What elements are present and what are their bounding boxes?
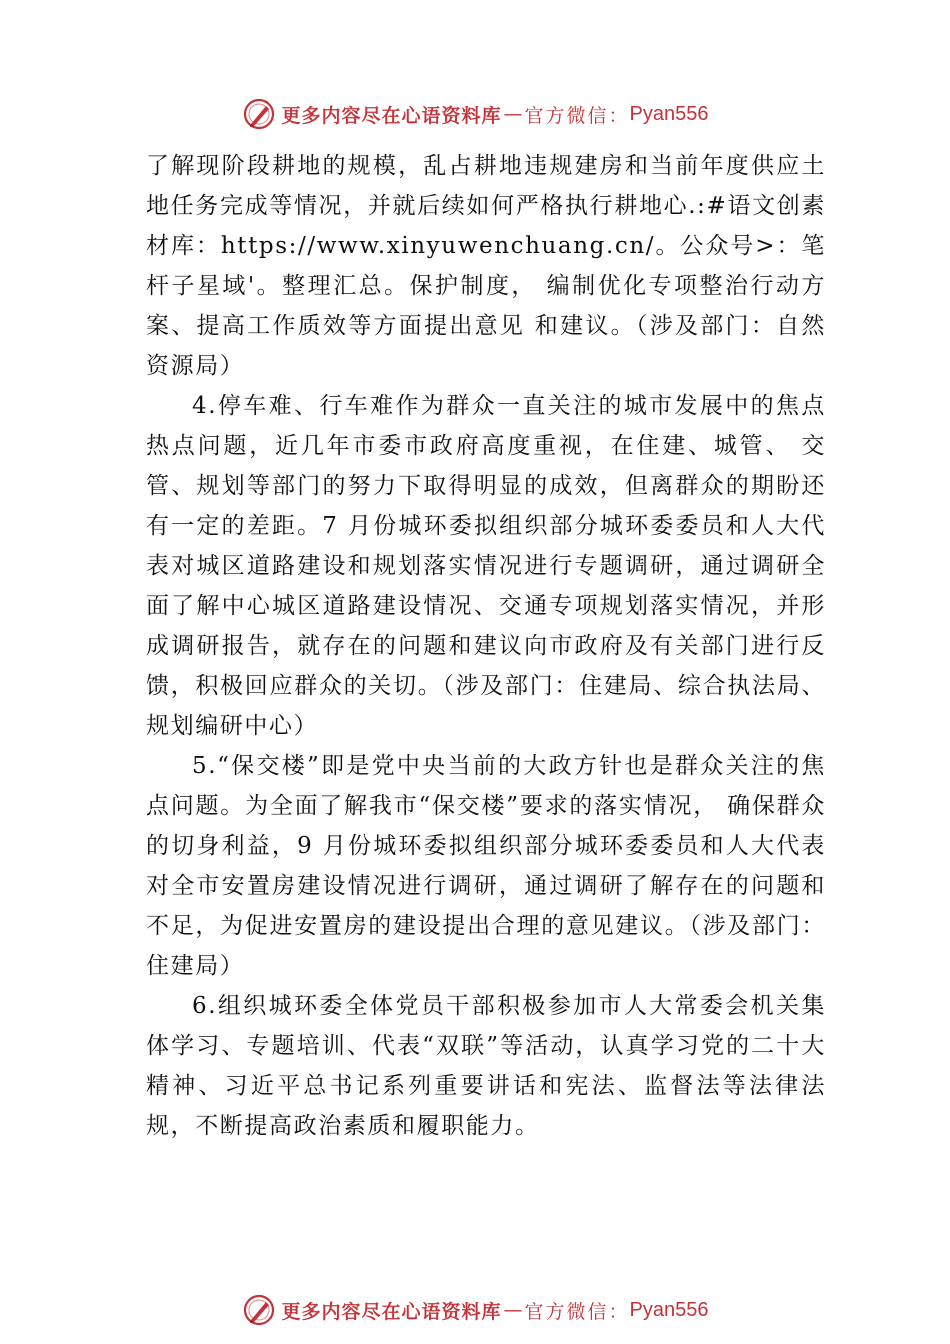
banner-title: 更多内容尽在心语资料库 [281,104,502,127]
paragraph-item-4: 4.停车难、行车难作为群众一直关注的城市发展中的焦点热点问题，近几年市委市政府高度重视，在住建、城管、 交管、规划等部门的努力下取得明显的成效，但离群众的期盼还有一定的差距。7 月份城环委拟组织部分城环委委员和人大代表对城区道路建设和规划落实情况进行专题调研，通过调研全面了解中心城区道路建设情况、交通专项规划落实情况，并形成调研报告，就存在的问题和建议向市政府及有关部门进行反馈，积极回应群众的关切。（涉及部门：住建局、综合执法局、规划编研中心） [146,393,826,739]
footer-banner-wechat-label: 官方微信： [524,1300,630,1323]
footer-banner-title: 更多内容尽在心语资料库 [281,1300,502,1323]
banner-wechat-label: 官方微信： [524,104,630,127]
paragraph-continuation: 了解现阶段耕地的规模，乱占耕地违规建房和当前年度供应土地任务完成等情况，并就后续如何严格执行耕地心.:#语文创素材库：https://www.xinyuwenchuang.cn/。公众号>：笔杆子星域'。整理汇总。保护制度， 编制优化专项整治行动方案、提高工作质效等方面提出意见 和建议。（涉及部门：自然资源局） [146,153,826,379]
footer-banner-dash: — [503,1299,523,1321]
pen-logo-icon [242,1293,276,1327]
footer-banner [0,1290,950,1330]
pen-logo-icon [242,97,276,131]
banner-wechat-id: Pyan556 [629,102,709,125]
document-body [146,146,826,1146]
footer-banner-wechat-id: Pyan556 [629,1298,709,1321]
banner-dash: — [503,103,523,125]
paragraph-item-5: 5.“保交楼”即是党中央当前的大政方针也是群众关注的焦点问题。为全面了解我市“保交楼”要求的落实情况， 确保群众的切身利益，9 月份城环委拟组织部分城环委委员和人大代表对全市安置房建设情况进行调研，通过调研了解存在的问题和不足，为促进安置房的建设提出合理的意见建议。（涉及部门：住建局） [146,753,826,979]
header-banner [0,94,950,134]
paragraph-item-6: 6.组织城环委全体党员干部积极参加市人大常委会机关集体学习、专题培训、代表“双联”等活动，认真学习党的二十大精神、习近平总书记系列重要讲话和宪法、监督法等法律法规，不断提高政治素质和履职能力。 [146,993,826,1139]
